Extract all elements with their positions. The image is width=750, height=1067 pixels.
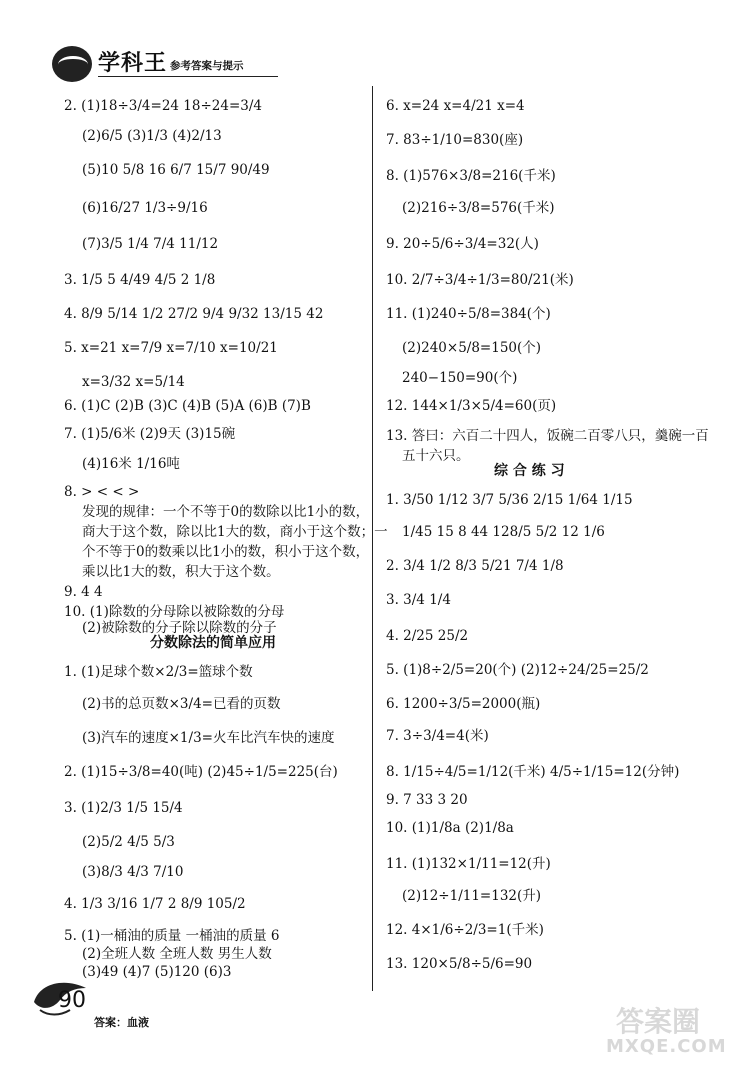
footer-caption: 答案：血液 xyxy=(94,1016,149,1029)
right-answer-line: 1/45 15 8 44 128/5 5/2 12 1/6 xyxy=(402,524,605,540)
left-answer-line: 商大于这个数，除以比1大的数，商小于这个数；一 xyxy=(82,524,388,540)
left-answer-line: (4)16米 1/16吨 xyxy=(82,456,180,472)
right-answer-line: 11. (1)132×1/11=12(升) xyxy=(386,856,551,872)
page-number: 90 xyxy=(58,988,86,1013)
left-answer-line: 9. 4 4 xyxy=(64,584,103,600)
left-answer-line: 4. 1/3 3/16 1/7 2 8/9 105/2 xyxy=(64,896,246,912)
right-section-title: 综 合 练 习 xyxy=(494,463,565,479)
right-answer-line: (2)12÷1/11=132(升) xyxy=(402,888,542,904)
right-answer-line: 8. (1)576×3/8=216(千米) xyxy=(386,168,556,184)
right-answer-line: 240−150=90(个) xyxy=(402,370,518,386)
watermark xyxy=(596,1000,746,1062)
brand-subtitle: 参考答案与提示 xyxy=(170,60,244,72)
left-answer-line: 5. x=21 x=7/9 x=7/10 x=10/21 xyxy=(64,340,278,356)
left-answer-line: 6. (1)C (2)B (3)C (4)B (5)A (6)B (7)B xyxy=(64,398,311,414)
right-answer-line: 9. 20÷5/6÷3/4=32(人) xyxy=(386,236,539,252)
left-answer-line: (2)5/2 4/5 5/3 xyxy=(82,834,175,850)
left-answer-line: (6)16/27 1/3÷9/16 xyxy=(82,200,208,216)
watermark-line2: MXQE.COM xyxy=(606,1036,727,1057)
right-answer-line: 4. 2/25 25/2 xyxy=(386,628,469,644)
right-answer-line: 6. x=24 x=4/21 x=4 xyxy=(386,98,525,114)
right-answer-line: 13. 120×5/8÷5/6=90 xyxy=(386,956,533,972)
left-section-title: 分数除法的简单应用 xyxy=(150,635,276,651)
page-header xyxy=(52,42,282,86)
left-answer-line: (5)10 5/8 16 6/7 15/7 90/49 xyxy=(82,162,270,178)
left-answer-line: 2. (1)18÷3/4=24 18÷24=3/4 xyxy=(64,98,262,114)
right-answer-line: 五十六只。 xyxy=(402,448,470,464)
left-answer-line: (3)汽车的速度×1/3=火车比汽车快的速度 xyxy=(82,730,335,746)
right-answer-line: 3. 3/4 1/4 xyxy=(386,592,451,608)
left-answer-line: (2)被除数的分子除以除数的分子 xyxy=(82,620,277,636)
right-answer-line: 11. (1)240÷5/8=384(个) xyxy=(386,306,551,322)
left-answer-line: (2)6/5 (3)1/3 (4)2/13 xyxy=(82,128,222,144)
right-answer-line: 13. 答曰：六百二十四人，饭碗二百零八只，羹碗一百 xyxy=(386,428,709,444)
left-answer-line: 发现的规律：一个不等于0的数除以比1小的数， xyxy=(82,504,370,520)
brand-title: 学科王 xyxy=(98,51,168,76)
right-answer-line: 7. 83÷1/10=830(座) xyxy=(386,132,524,148)
header-rule xyxy=(98,76,278,77)
watermark-line1: 答案圈 xyxy=(616,1005,701,1038)
left-answer-line: (2)全班人数 全班人数 男生人数 xyxy=(82,946,272,962)
left-answer-line: 3. 1/5 5 4/49 4/5 2 1/8 xyxy=(64,272,216,288)
left-answer-line: 5. (1)一桶油的质量 一桶油的质量 6 xyxy=(64,928,280,944)
left-answer-line: x=3/32 x=5/14 xyxy=(82,374,185,390)
right-answer-line: 12. 4×1/6÷2/3=1(千米) xyxy=(386,922,544,938)
right-answer-line: 6. 1200÷3/5=2000(瓶) xyxy=(386,696,541,712)
left-answer-line: (7)3/5 1/4 7/4 11/12 xyxy=(82,236,219,252)
right-answer-line: 2. 3/4 1/2 8/3 5/21 7/4 1/8 xyxy=(386,558,564,574)
right-answer-line: 1. 3/50 1/12 3/7 5/36 2/15 1/64 1/15 xyxy=(386,492,633,508)
left-answer-line: 7. (1)5/6米 (2)9天 (3)15碗 xyxy=(64,426,236,442)
left-answer-line: 个不等于0的数乘以比1小的数，积小于这个数， xyxy=(82,544,370,560)
right-answer-line: 5. (1)8÷2/5=20(个) (2)12÷24/25=25/2 xyxy=(386,662,649,678)
left-answer-line: (3)8/3 4/3 7/10 xyxy=(82,864,184,880)
left-answer-line: 2. (1)15÷3/8=40(吨) (2)45÷1/5=225(台) xyxy=(64,764,338,780)
right-answer-line: (2)216÷3/8=576(千米) xyxy=(402,200,555,216)
left-answer-line: 3. (1)2/3 1/5 15/4 xyxy=(64,800,183,816)
left-answer-line: 1. (1)足球个数×2/3=篮球个数 xyxy=(64,664,253,680)
left-answer-line: 4. 8/9 5/14 1/2 27/2 9/4 9/32 13/15 42 xyxy=(64,306,324,322)
right-answer-line: 7. 3÷3/4=4(米) xyxy=(386,728,489,744)
right-answer-line: (2)240×5/8=150(个) xyxy=(402,340,542,356)
left-answer-line: (2)书的总页数×3/4=已看的页数 xyxy=(82,696,281,712)
right-answer-line: 8. 1/15÷4/5=1/12(千米) 4/5÷1/15=12(分钟) xyxy=(386,764,680,780)
right-answer-line: 10. (1)1/8a (2)1/8a xyxy=(386,820,514,836)
right-answer-line: 10. 2/7÷3/4÷1/3=80/21(米) xyxy=(386,272,574,288)
logo-icon xyxy=(52,46,92,82)
right-answer-line: 12. 144×1/3×5/4=60(页) xyxy=(386,398,557,414)
left-answer-line: (3)49 (4)7 (5)120 (6)3 xyxy=(82,964,232,980)
left-answer-line: 8. > < < > xyxy=(64,484,140,500)
left-answer-line: 10. (1)除数的分母除以被除数的分母 xyxy=(64,604,285,620)
left-answer-line: 乘以比1大的数，积大于这个数。 xyxy=(82,564,280,580)
right-answer-line: 9. 7 33 3 20 xyxy=(386,792,468,808)
